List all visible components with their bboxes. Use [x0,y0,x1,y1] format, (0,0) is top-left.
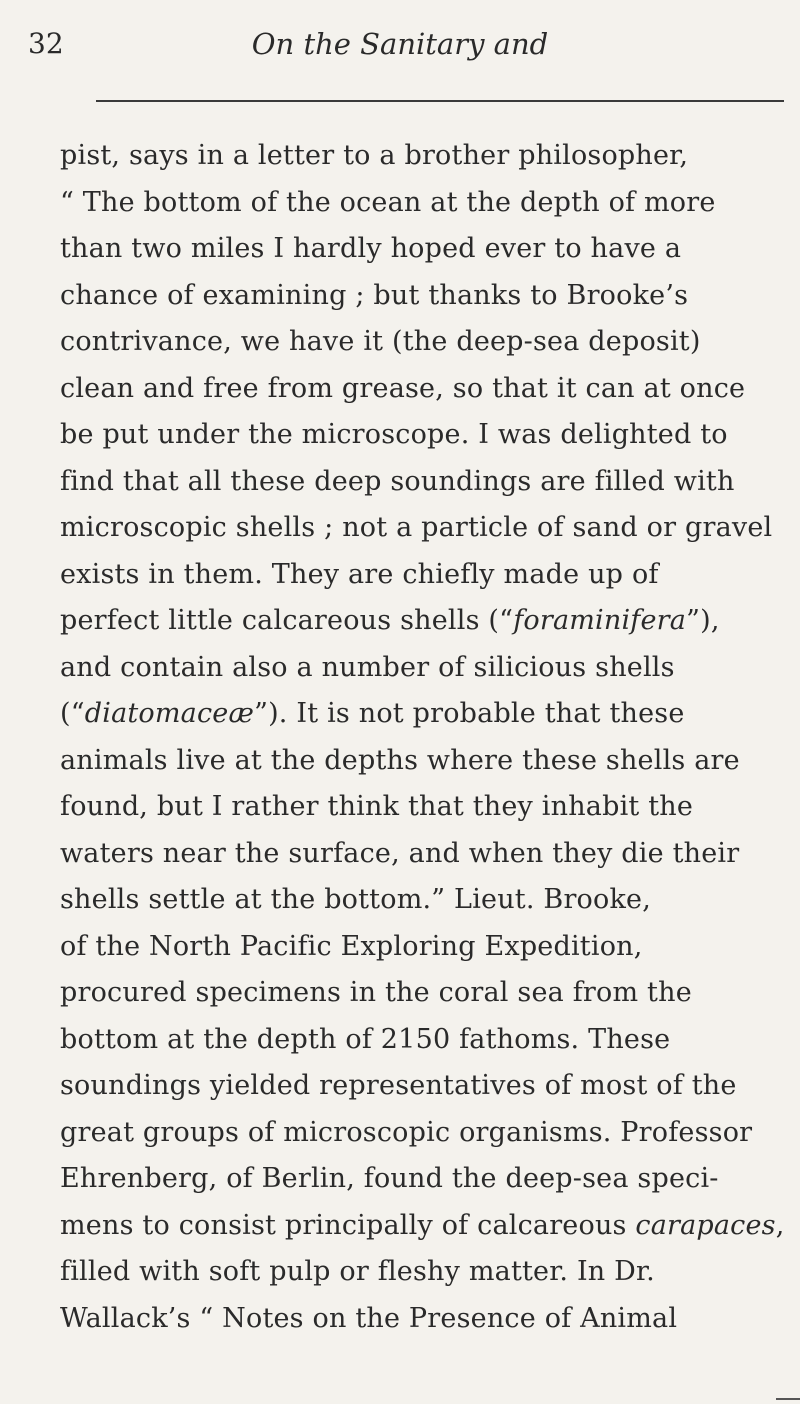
page-number: 32 [28,27,64,60]
text-line: found, but I rather think that they inhabit the [60,791,694,822]
text-line: procured specimens in the coral sea from the [60,977,692,1008]
text-line [60,691,800,738]
body-text [60,133,800,1342]
text-line: animals live at the depths where these shells are [60,744,740,776]
text-line: great groups of microscopic organisms. Professor [60,1116,753,1148]
text-segment: , [775,1209,785,1241]
page-edge-mark [776,1398,800,1400]
text-segment: (“ [60,698,85,729]
text-line [60,598,800,645]
text-line: Wallack’s “ Notes on the Presence of Animal [60,1302,678,1334]
text-segment: ”). It is not probable that these [254,698,685,729]
text-line: and contain also a number of silicious shells [60,651,675,683]
text-line: filled with soft pulp or fleshy matter. In Dr. [60,1256,655,1287]
text-line: exists in them. They are chiefly made up of [60,558,659,590]
text-line [60,1203,800,1250]
text-line: waters near the surface, and when they die their [60,837,740,869]
text-line: pist, says in a letter to a brother philosopher, [60,140,689,171]
text-line: bottom at the depth of 2150 fathoms. These [60,1023,671,1055]
header-rule [96,100,784,102]
text-line: find that all these deep soundings are filled with [60,465,735,497]
italic-term: foraminifera [513,605,687,636]
text-line: “ The bottom of the ocean at the depth of more [60,186,716,218]
text-line: chance of examining ; but thanks to Brooke’s [60,279,689,311]
italic-term: carapaces [635,1209,776,1241]
running-head: On the Sanitary and [251,27,549,61]
text-line: Ehrenberg, of Berlin, found the deep-sea speci- [60,1163,719,1194]
italic-term: diatomaceæ [84,698,255,729]
text-line: than two miles I hardly hoped ever to have a [60,233,682,264]
text-line: be put under the microscope. I was delighted to [60,419,728,450]
text-segment: mens to consist principally of calcareous [60,1209,636,1241]
text-segment: ”), [686,605,720,636]
text-line: clean and free from grease, so that it can at once [60,372,746,404]
text-segment: perfect little calcareous shells (“ [60,605,514,636]
text-line: microscopic shells ; not a particle of sand or gravel [60,512,773,543]
text-line: shells settle at the bottom.” Lieut. Brooke, [60,884,651,915]
text-line: contrivance, we have it (the deep-sea deposit) [60,326,701,357]
text-line: soundings yielded representatives of most of the [60,1070,737,1101]
text-line: of the North Pacific Exploring Expedition, [60,930,643,962]
